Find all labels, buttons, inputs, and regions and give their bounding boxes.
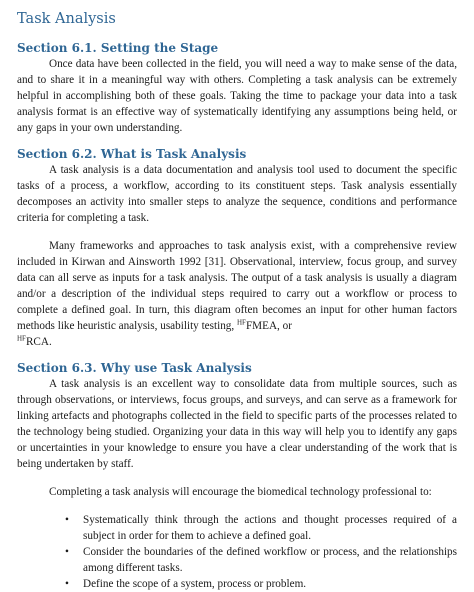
list-item [65, 576, 457, 592]
paragraph-6-2-2 [17, 238, 457, 350]
page-title: Task Analysis [17, 11, 116, 27]
superscript-hf: HF [17, 334, 26, 343]
paragraph-6-2-2-fmea: FMEA, or [245, 320, 292, 332]
bullet-icon: • [65, 514, 69, 526]
bullet-list [17, 512, 457, 592]
paragraph-6-3-2: Completing a task analysis will encourage the biomedical technology professional to: [49, 486, 432, 498]
bullet-icon: • [65, 546, 69, 558]
list-item [65, 544, 457, 576]
paragraph-6-2-2-text: Many frameworks and approaches to task analysis exist, with a comprehensive review included in Kirwan and Ainsworth 1992 [31]. Observational, interview, focus group, and survey data can all serve as inputs for a task analysis. The output of a task analysis is usually a diagram and/or a description of the individual steps required to carry out a workflow or process to complete a defined goal. In turn, this diagram often becomes an input for other human factors methods like heuristic analysis, usability testing, [17, 240, 457, 332]
superscript-hf: HF [237, 318, 246, 327]
list-item-text: Consider the boundaries of the defined workflow or process, and the relationships among different tasks. [83, 546, 457, 574]
list-item-text: Define the scope of a system, process or problem. [83, 578, 307, 590]
paragraph-6-3-1: A task analysis is an excellent way to consolidate data from multiple sources, such as through observations, or interviews, focus groups, and surveys, and can serve as a framework for linking artefacts and photographs collected in the field to specific parts of the processes related to the technology being studied. Organizing your data in this way will help you to identify any gaps or uncertainties in your knowledge to ensure you have a clear understanding of the work that is being undertaken by staff. [17, 378, 457, 470]
section-heading-6-1: Section 6.1. Setting the Stage [17, 41, 219, 55]
list-item-text: Systematically think through the actions and thought processes required of a subject in order for them to achieve a defined goal. [83, 514, 457, 542]
section-heading-6-2: Section 6.2. What is Task Analysis [17, 147, 247, 161]
document-page [17, 10, 457, 592]
paragraph-6-2-2-rca: RCA. [25, 336, 52, 348]
bullet-icon: • [65, 578, 69, 590]
paragraph-6-1-1: Once data have been collected in the field, you will need a way to make sense of the data, and to share it in a meaningful way with others. Completing a task analysis can be extremely helpful in accomplishing both of these goals. Taking the time to package your data into a task analysis format is an effective way of systematically identifying any assumptions being held, or any gaps in your own understanding. [17, 58, 457, 134]
paragraph-6-2-1: A task analysis is a data documentation and analysis tool used to document the specific tasks of a process, a workflow, according to its constituent steps. Task analysis essentially decomposes an activity into smaller steps to analyze the sequence, conditions and performance criteria for completing a task. [17, 164, 457, 224]
list-item [65, 512, 457, 544]
section-heading-6-3: Section 6.3. Why use Task Analysis [17, 361, 252, 375]
